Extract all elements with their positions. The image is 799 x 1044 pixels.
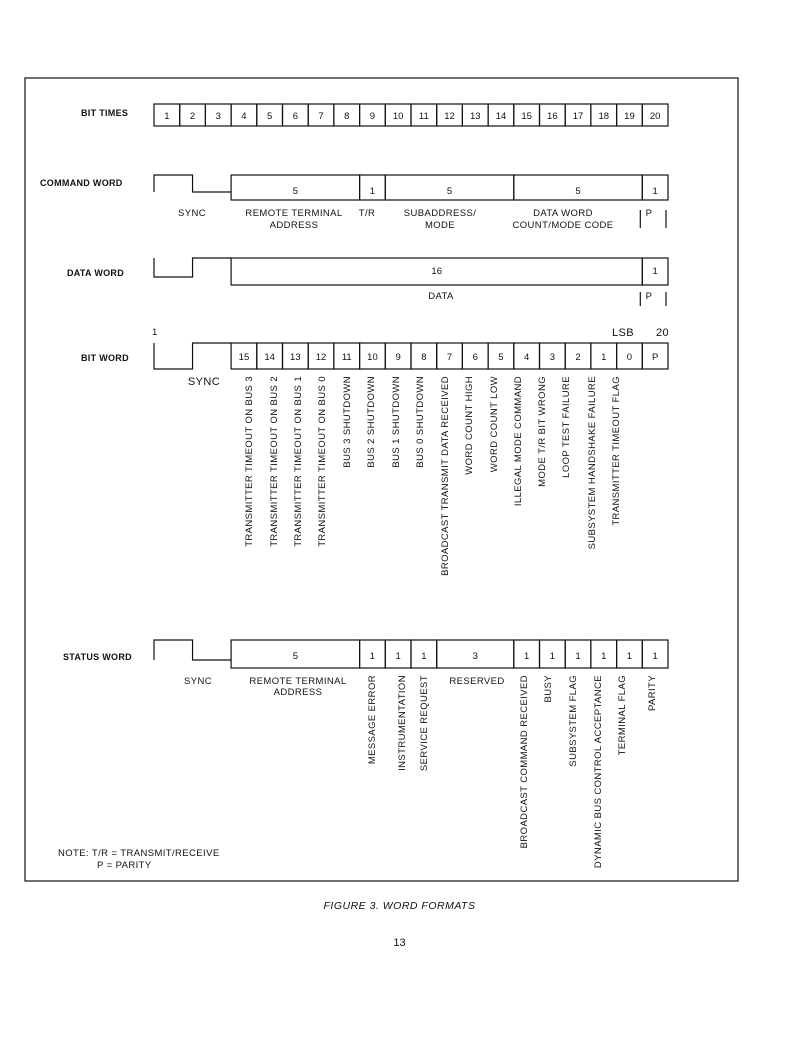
bit-word-cell-number: 3	[549, 352, 555, 363]
status-field-bits: 1	[601, 651, 607, 662]
bit-9-description: BUS 1 SHUTDOWN	[391, 376, 402, 468]
bit-time-number: 1	[164, 111, 170, 122]
bit-time-number: 4	[241, 111, 247, 122]
note-line-1: NOTE: T/R = TRANSMIT/RECEIVE	[58, 848, 220, 859]
bit-time-number: 8	[344, 111, 350, 122]
status-field-bits: 1	[395, 651, 401, 662]
bit-word-cell-number: 10	[367, 352, 378, 363]
bit-word-sync-label: SYNC	[187, 376, 221, 388]
bit-time-number: 20	[649, 111, 661, 122]
command-field-bits: 1	[369, 186, 376, 197]
page-number: 13	[393, 937, 406, 949]
command-remote-terminal-label: REMOTE TERMINAL	[245, 208, 343, 219]
status-instrumentation-description: INSTRUMENTATION	[397, 675, 408, 771]
status-field-bits: 1	[369, 651, 376, 662]
bit-10-description: BUS 2 SHUTDOWN	[366, 376, 377, 468]
bit-time-number: 12	[444, 111, 455, 122]
bit-word-cell-number: 2	[575, 352, 581, 363]
command-subaddress-label: SUBADDRESS/	[403, 208, 477, 219]
bit-time-number: 11	[418, 111, 429, 122]
status-subsystem-flag-description: SUBSYSTEM FLAG	[568, 675, 579, 767]
bit-14-description: TRANSMITTER TIMEOUT ON BUS 2	[269, 376, 280, 547]
bit-word-cell-number: 13	[290, 352, 301, 363]
bit-word-lsb-label: LSB	[612, 327, 634, 339]
status-address-label: ADDRESS	[273, 687, 323, 698]
status-dynamic-bus-control-description: DYNAMIC BUS CONTROL ACCEPTANCE	[593, 675, 604, 869]
status-broadcast-command-received-description: BROADCAST COMMAND RECEIVED	[519, 675, 530, 849]
row-label-status-word: STATUS WORD	[63, 652, 132, 662]
bit-8-description: BUS 0 SHUTDOWN	[415, 376, 426, 468]
figure-caption: FIGURE 3. WORD FORMATS	[323, 900, 476, 912]
status-field-bits: 1	[421, 651, 427, 662]
bit-3-description: MODE T/R BIT WRONG	[537, 376, 548, 487]
data-field-bits: 16	[431, 266, 442, 277]
bit-13-description: TRANSMITTER TIMEOUT ON BUS 1	[293, 376, 304, 547]
bit-word-cell-number: 15	[238, 352, 250, 363]
bit-time-number: 13	[469, 111, 481, 122]
status-field-bits: 1	[652, 651, 658, 662]
row-label-command-word: COMMAND WORD	[40, 178, 123, 188]
bit-word-cell-number: P	[651, 352, 659, 363]
bit-time-number: 3	[215, 111, 221, 122]
status-remote-terminal-label: REMOTE TERMINAL	[249, 676, 347, 687]
status-field-bits: 5	[292, 651, 298, 662]
status-service-request-description: SERVICE REQUEST	[419, 675, 430, 772]
bit-2-description: LOOP TEST FAILURE	[561, 376, 572, 478]
bit-7-description: BROADCAST TRANSMIT DATA RECEIVED	[440, 376, 451, 576]
command-field-bits: 5	[292, 186, 298, 197]
bit-time-number: 19	[624, 111, 635, 122]
bit-time-number: 7	[318, 111, 324, 122]
bit-4-description: ILLEGAL MODE COMMAND	[513, 376, 524, 507]
status-field-bits: 1	[549, 651, 555, 662]
command-sync-waveform	[154, 175, 231, 192]
bit-time-number: 14	[495, 111, 507, 122]
command-sync-label: SYNC	[178, 208, 206, 219]
command-address-label: ADDRESS	[269, 220, 319, 231]
bit-word-cell-number: 4	[524, 352, 530, 363]
row-label-bit-times: BIT TIMES	[81, 108, 129, 118]
bit-word-cell-number: 7	[446, 352, 453, 363]
command-parity-label: P	[645, 208, 653, 219]
status-busy-description: BUSY	[543, 675, 554, 703]
bit-time-number: 15	[521, 111, 532, 122]
status-reserved-label: RESERVED	[449, 676, 505, 687]
command-mode-label: MODE	[424, 220, 456, 231]
status-sync-label: SYNC	[184, 676, 212, 687]
note-line-2: P = PARITY	[97, 860, 152, 871]
bit-word-cell-number: 5	[498, 352, 504, 363]
figure-frame	[25, 78, 738, 881]
bit-time-number: 6	[292, 111, 298, 122]
status-parity-description: PARITY	[647, 675, 658, 712]
bit-word-cell-number: 14	[264, 352, 275, 363]
command-field-bits: 5	[575, 186, 581, 197]
status-field-bits: 1	[575, 651, 581, 662]
bit-5-description: WORD COUNT LOW	[489, 376, 500, 473]
bit-6-description: WORD COUNT HIGH	[464, 376, 475, 475]
bit-word-cell-number: 11	[341, 352, 352, 363]
bit-word-cell-number: 9	[395, 352, 401, 363]
bit-time-number: 17	[572, 111, 584, 122]
bit-word-cell-number: 6	[472, 352, 478, 363]
bit-word-first-bit-label: 1	[152, 327, 158, 338]
bit-12-description: TRANSMITTER TIMEOUT ON BUS 0	[317, 376, 328, 547]
status-sync-waveform	[154, 640, 231, 660]
bit-time-number: 9	[369, 111, 376, 122]
status-field-bits: 1	[524, 651, 530, 662]
bit-11-description: BUS 3 SHUTDOWN	[342, 376, 353, 468]
row-label-bit-word: BIT WORD	[81, 353, 129, 363]
bit-time-number: 10	[392, 111, 404, 122]
bit-word-cell-number: 8	[421, 352, 427, 363]
command-data-word-label: DATA WORD	[533, 208, 593, 219]
status-field-bits: 3	[472, 651, 478, 662]
command-tr-label: T/R	[358, 208, 376, 219]
bit-word-cell-number: 0	[626, 352, 633, 363]
bit-0-description: TRANSMITTER TIMEOUT FLAG	[611, 376, 622, 526]
data-parity-bits: 1	[652, 266, 658, 277]
status-message-error-description: MESSAGE ERROR	[367, 675, 378, 765]
row-label-data-word: DATA WORD	[67, 268, 125, 278]
data-word-parity-label: P	[645, 291, 653, 302]
bit-15-description: TRANSMITTER TIMEOUT ON BUS 3	[244, 376, 255, 547]
bit-time-number: 18	[598, 111, 610, 122]
status-terminal-flag-description: TERMINAL FLAG	[617, 675, 628, 756]
bit-word-last-bit-label: 20	[656, 327, 670, 339]
command-field-bits: 1	[652, 186, 658, 197]
data-word-data-label: DATA	[428, 291, 454, 302]
bit-time-number: 16	[547, 111, 558, 122]
data-sync-waveform	[154, 258, 231, 277]
bit-word-sync-waveform	[154, 343, 231, 369]
command-count-mode-code-label: COUNT/MODE CODE	[512, 220, 614, 231]
bit-time-number: 5	[267, 111, 273, 122]
bit-word-cell-number: 12	[315, 352, 327, 363]
bit-1-description: SUBSYSTEM HANDSHAKE FAILURE	[587, 376, 598, 550]
status-field-bits: 1	[626, 651, 633, 662]
bit-word-cell-number: 1	[601, 352, 607, 363]
bit-time-number: 2	[189, 111, 196, 122]
command-field-bits: 5	[446, 186, 453, 197]
